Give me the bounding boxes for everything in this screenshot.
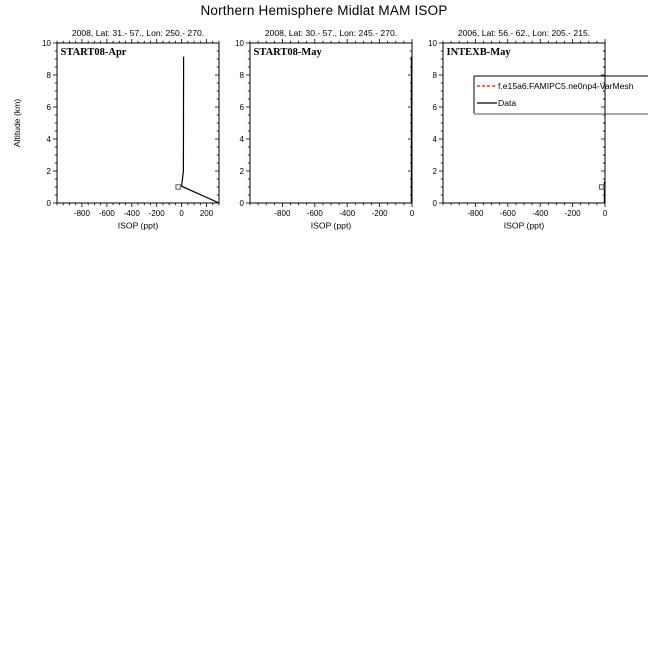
y-tick-label: 10 [428, 38, 437, 48]
panel-label: START08-May [253, 47, 322, 58]
x-tick-label: -200 [371, 209, 388, 218]
x-tick-label: -200 [148, 209, 165, 218]
y-tick-label: 6 [432, 102, 437, 112]
legend-entry-label: f.e15a6.FAMIPC5.ne0np4-VarMesh [498, 81, 634, 91]
y-axis-label: Altitude (km) [12, 98, 22, 148]
x-tick-label: -800 [467, 209, 484, 218]
panel-header: 2008, Lat: 30.- 57., Lon: 245.- 270. [264, 28, 398, 38]
y-tick-label: 4 [46, 134, 51, 144]
data-line-Data [182, 57, 219, 203]
tick-marks [439, 39, 605, 207]
legend-entry-label: Data [498, 98, 517, 108]
x-tick-label: -200 [564, 209, 581, 218]
tick-marks [53, 39, 219, 207]
x-tick-label: 0 [602, 209, 608, 218]
figure-title: Northern Hemisphere Midlat MAM ISOP [200, 3, 448, 18]
legend-box [474, 76, 648, 114]
x-axis-label: ISOP (ppt) [503, 220, 545, 231]
y-tick-label: 8 [46, 70, 51, 80]
y-tick-label: 2 [46, 166, 51, 176]
panel-INTEXB-May [428, 28, 648, 231]
panel-START08-May [235, 28, 415, 231]
x-tick-label: -400 [532, 209, 549, 218]
data-marker [176, 185, 180, 189]
y-tick-label: 10 [235, 38, 244, 48]
panel-label: START08-Apr [60, 47, 127, 58]
x-tick-label: -400 [123, 209, 140, 218]
y-tick-label: 4 [239, 134, 244, 144]
panel-label: INTEXB-May [446, 47, 511, 58]
y-tick-label: 0 [239, 198, 244, 208]
y-tick-label: 10 [42, 38, 51, 48]
plot-border [250, 43, 412, 203]
panel-header: 2008, Lat: 31.- 57., Lon: 250.- 270. [71, 28, 205, 38]
x-tick-label: 0 [409, 209, 415, 218]
x-tick-label: -600 [306, 209, 323, 218]
plot-border [443, 43, 605, 203]
panel-header: 2006, Lat: 56.- 62., Lon: 205.- 215. [457, 28, 591, 38]
y-tick-label: 8 [432, 70, 437, 80]
x-tick-label: 200 [199, 209, 214, 218]
x-tick-label: -800 [274, 209, 291, 218]
y-tick-label: 2 [432, 166, 437, 176]
plot-border [57, 43, 219, 203]
x-axis-label: ISOP (ppt) [117, 220, 159, 231]
y-tick-label: 2 [239, 166, 244, 176]
x-tick-label: -400 [339, 209, 356, 218]
x-tick-label: -600 [499, 209, 516, 218]
tick-marks [246, 39, 412, 207]
y-tick-label: 0 [46, 198, 51, 208]
x-tick-label: -600 [98, 209, 115, 218]
y-tick-label: 6 [239, 102, 244, 112]
y-tick-label: 4 [432, 134, 437, 144]
x-tick-label: -800 [73, 209, 90, 218]
x-axis-label: ISOP (ppt) [310, 220, 352, 231]
x-tick-label: 0 [179, 209, 184, 218]
y-tick-label: 8 [239, 70, 244, 80]
y-tick-label: 0 [432, 198, 437, 208]
panel-START08-Apr [12, 28, 219, 231]
y-tick-label: 6 [46, 102, 51, 112]
